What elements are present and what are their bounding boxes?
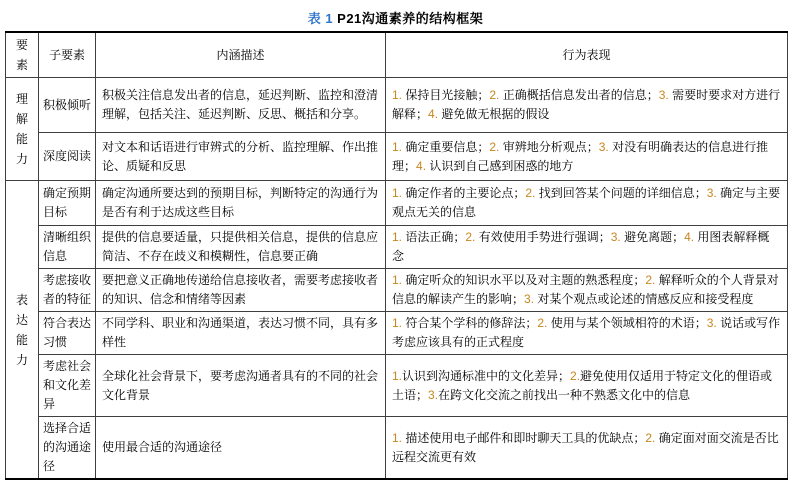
- description-cell: 要把意义正确地传递给信息接收者，需要考虑接收者的知识、信念和情绪等因素: [96, 269, 386, 312]
- behavior-cell: 1. 保持目光接触；2. 正确概括信息发出者的信息；3. 需要时要求对方进行解释；4. 避免做无根据的假设: [386, 78, 788, 133]
- description-cell: 不同学科、职业和沟通渠道，表达习惯不同，具有多样性: [96, 312, 386, 355]
- list-number: 2.: [525, 186, 536, 200]
- list-number: 2.: [645, 430, 656, 445]
- behavior-cell: 1. 确定听众的知识水平以及对主题的熟悉程度；2. 解释听众的个人背景对信息的解读产生的影响；3. 对某个观点或论述的情感反应和接受程度: [386, 269, 788, 312]
- list-number: 3.: [706, 186, 717, 200]
- list-number: 1.: [392, 186, 403, 200]
- table-row: [6, 226, 788, 269]
- sub-element-cell: 清晰组织信息: [39, 226, 96, 269]
- list-number: 2.: [489, 88, 500, 102]
- header-cell-element: 要素: [6, 32, 39, 78]
- list-number: 1.: [392, 88, 403, 102]
- behavior-cell: 1. 描述使用电子邮件和即时聊天工具的优缺点；2. 确定面对面交流是否比远程交流更有效: [386, 417, 788, 480]
- group-cell-expression: 表达能力: [6, 181, 39, 480]
- behavior-cell: 1. 语法正确；2. 有效使用手势进行强调；3. 避免离题；4. 用图表解释概念: [386, 226, 788, 269]
- table-title: [0, 8, 791, 27]
- table-row: [6, 417, 788, 480]
- list-number: 1.: [392, 316, 403, 330]
- table-name: P21沟通素养的结构框架: [333, 11, 484, 26]
- sub-element-cell: 深度阅读: [39, 133, 96, 181]
- sub-element-cell: 积极倾听: [39, 78, 96, 133]
- sub-element-cell: 考虑接收者的特征: [39, 269, 96, 312]
- list-number: 2.: [570, 368, 581, 383]
- table-row: [6, 181, 788, 226]
- list-number: 3.: [598, 139, 609, 154]
- behavior-cell: 1. 确定作者的主要论点；2. 找到回答某个问题的详细信息；3. 确定与主要观点无关的信息: [386, 181, 788, 226]
- group-cell-understanding: 理解能力: [6, 78, 39, 181]
- table-row: [6, 355, 788, 417]
- list-number: 4.: [416, 158, 427, 173]
- behavior-cell: 1.认识到沟通标准中的文化差异；2.避免使用仅适用于特定文化的俚语或土语；3.在跨文化交流之前找出一种不熟悉文化中的信息: [386, 355, 788, 417]
- p21-communication-framework-table: [5, 31, 788, 480]
- description-cell: 对文本和话语进行审辨式的分析、监控理解、作出推论、质疑和反思: [96, 133, 386, 181]
- description-cell: 积极关注信息发出者的信息，延迟判断、监控和澄清理解，包括关注、延迟判断、反思、概括和分享。: [96, 78, 386, 133]
- description-cell: 使用最合适的沟通途径: [96, 417, 386, 480]
- sub-element-cell: 符合表达习惯: [39, 312, 96, 355]
- sub-element-cell: 考虑社会和文化差异: [39, 355, 96, 417]
- description-cell: 确定沟通所要达到的预期目标，判断特定的沟通行为是否有利于达成这些目标: [96, 181, 386, 226]
- header-cell-sub-element: 子要素: [39, 32, 96, 78]
- list-number: 3.: [658, 88, 669, 102]
- list-number: 3.: [524, 292, 535, 306]
- list-number: 3.: [706, 316, 717, 330]
- table-row: [6, 312, 788, 355]
- description-cell: 全球化社会背景下，要考虑沟通者具有的不同的社会文化背景: [96, 355, 386, 417]
- table-row: [6, 269, 788, 312]
- header-cell-description: 内涵描述: [96, 32, 386, 78]
- header-cell-behavior: 行为表现: [386, 32, 788, 78]
- list-number: 3.: [428, 387, 439, 402]
- sub-element-cell: 确定预期目标: [39, 181, 96, 226]
- table-row: [6, 133, 788, 181]
- behavior-cell: 1. 符合某个学科的修辞法；2. 使用与某个领域相符的术语；3. 说话或写作考虑应该具有的正式程度: [386, 312, 788, 355]
- table-row: [6, 78, 788, 133]
- page: [0, 8, 791, 480]
- list-number: 2.: [645, 273, 656, 287]
- list-number: 2.: [489, 139, 500, 154]
- table-number: 表 1: [307, 11, 334, 26]
- description-cell: 提供的信息要适量，只提供相关信息，提供的信息应简洁、不存在歧义和模糊性，信息要正确: [96, 226, 386, 269]
- list-number: 4.: [428, 107, 439, 121]
- list-number: 1.: [392, 273, 403, 287]
- list-number: 2.: [537, 316, 548, 330]
- list-number: 1.: [392, 430, 403, 445]
- list-number: 3.: [610, 230, 621, 244]
- list-number: 1.: [392, 139, 403, 154]
- header-row: [6, 32, 788, 78]
- list-number: 1.: [392, 368, 403, 383]
- list-number: 4.: [684, 230, 695, 244]
- sub-element-cell: 选择合适的沟通途径: [39, 417, 96, 480]
- list-number: 2.: [465, 230, 476, 244]
- behavior-cell: 1. 确定重要信息；2. 审辨地分析观点；3. 对没有明确表达的信息进行推理；4. 认识到自己感到困惑的地方: [386, 133, 788, 181]
- list-number: 1.: [392, 230, 403, 244]
